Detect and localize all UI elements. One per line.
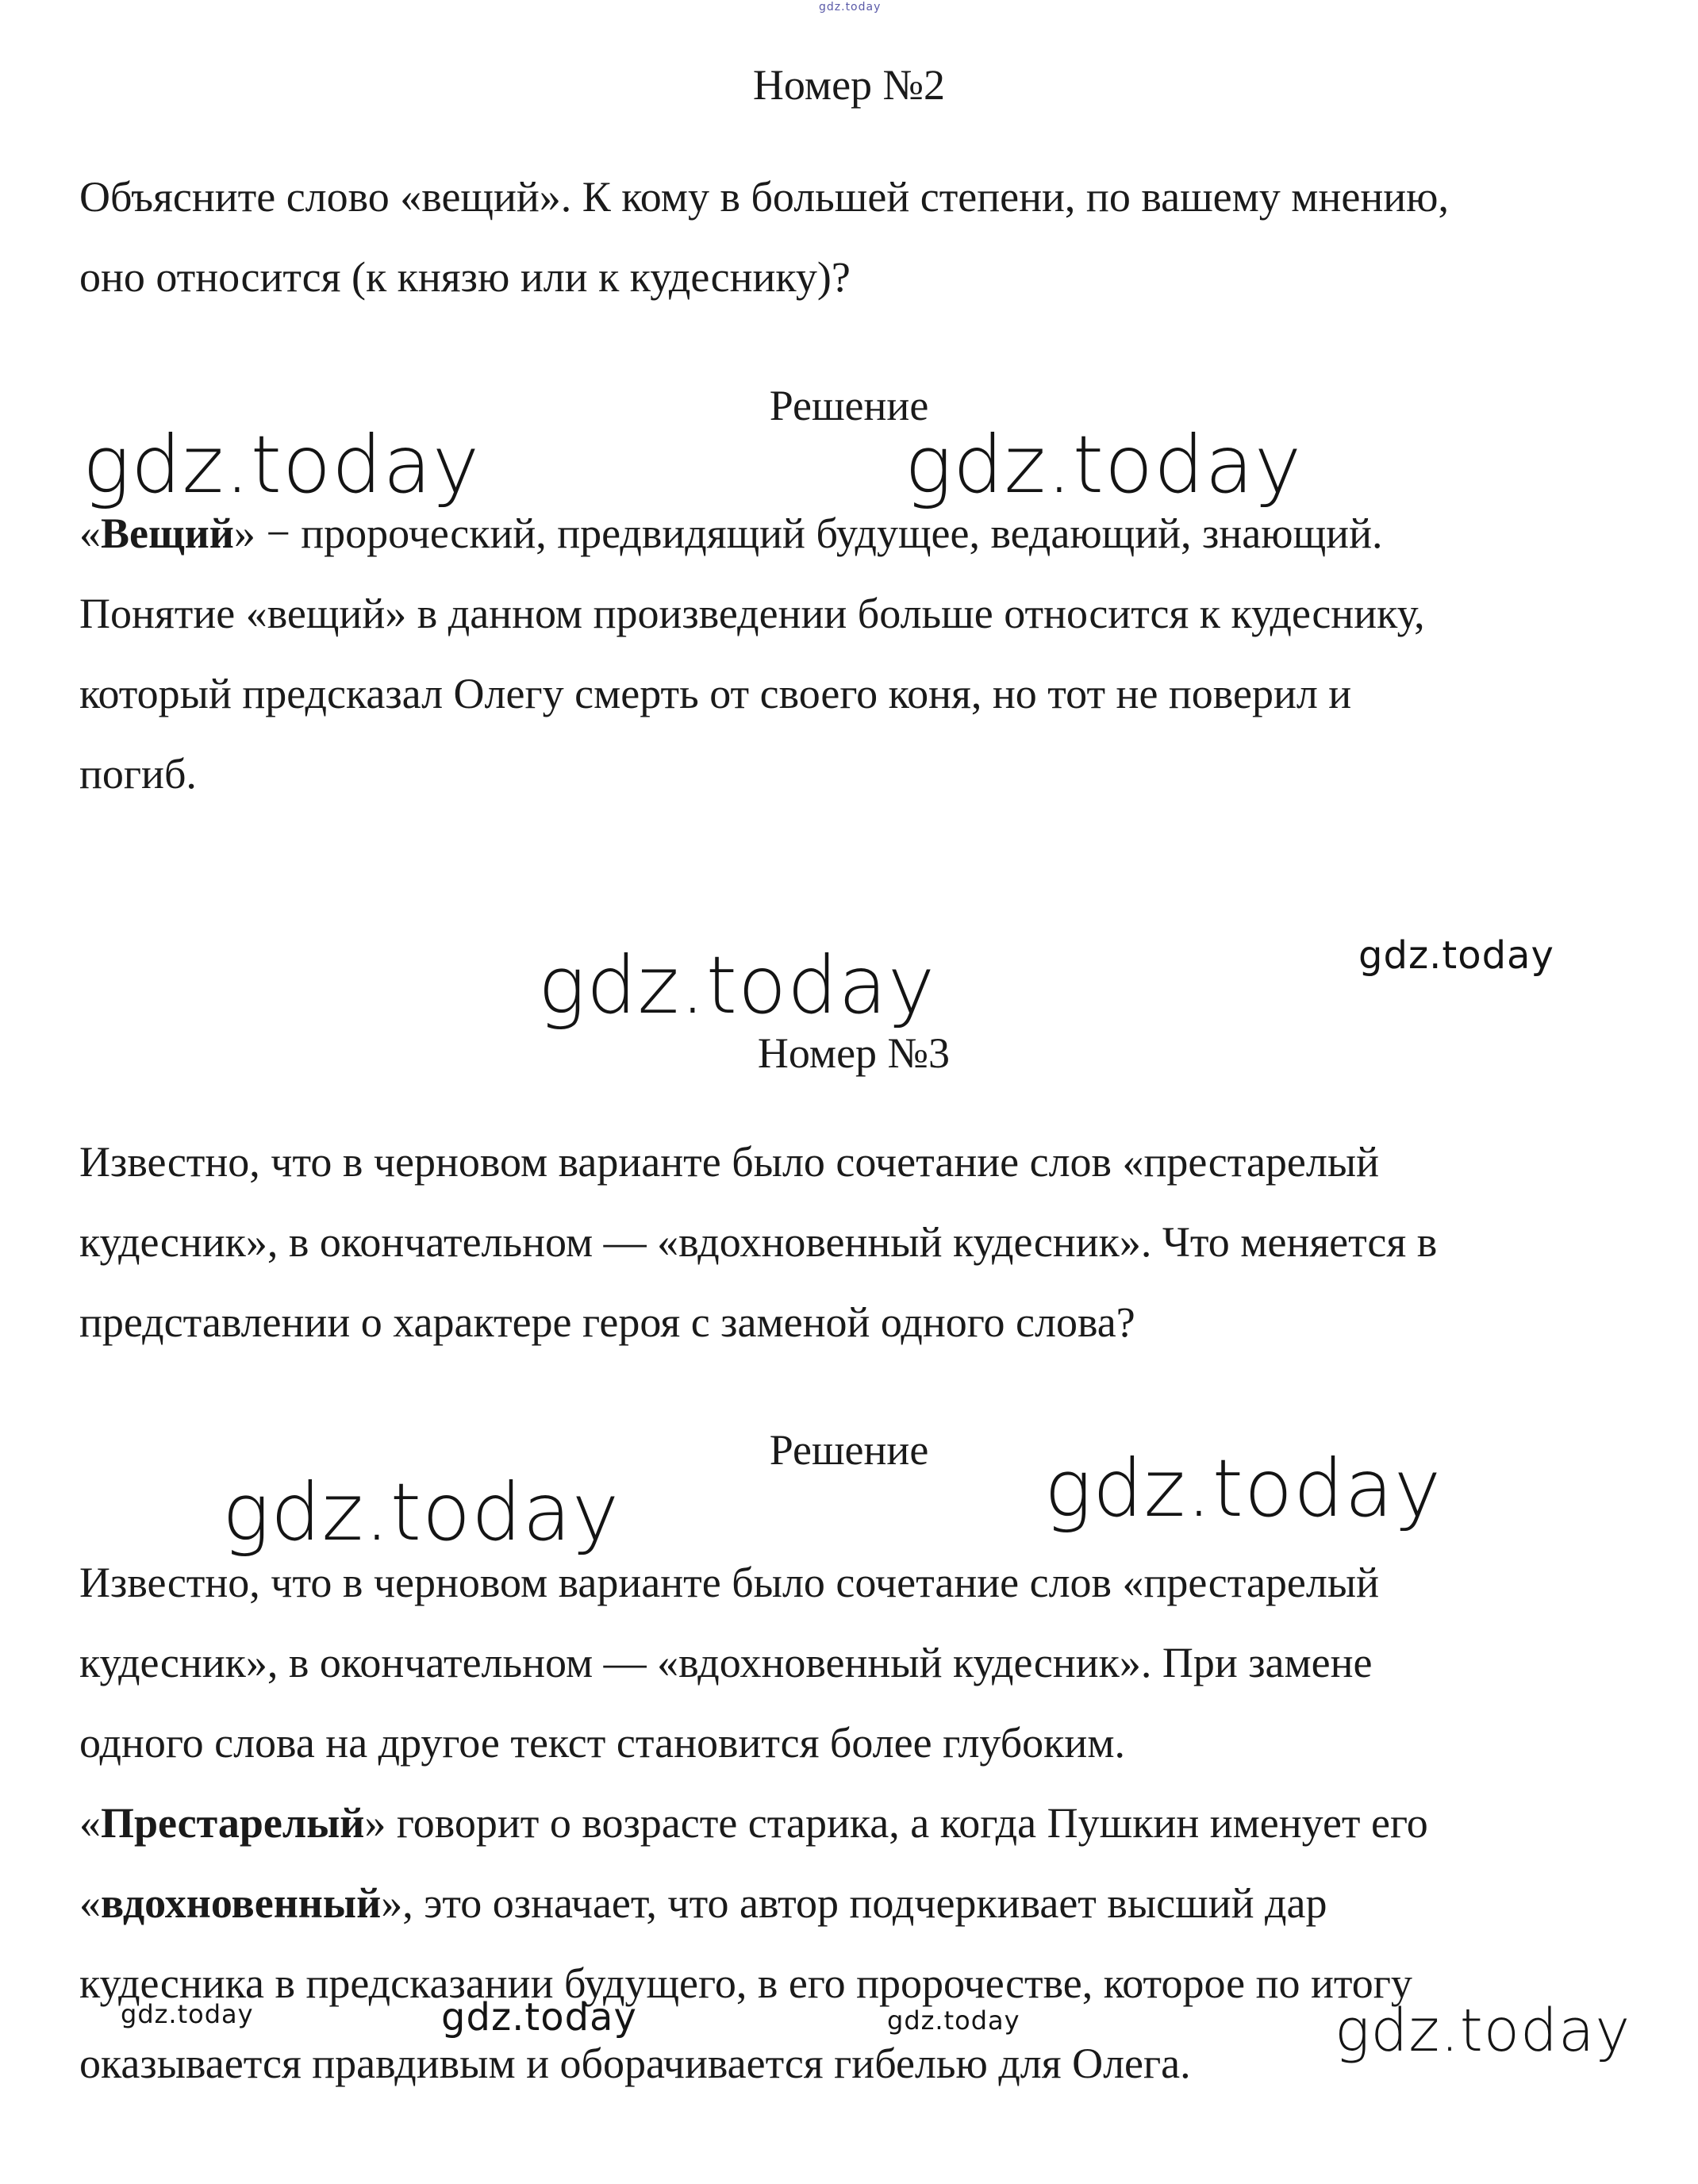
watermark-top: gdz.today <box>819 1 882 13</box>
watermark: gdz.today <box>121 1999 254 2029</box>
watermark: gdz.today <box>887 2005 1020 2036</box>
task3-answer-line-5: «вдохновенный», это означает, что автор подчеркивает высший дар <box>79 1879 1327 1927</box>
task2-answer-line-3: который предсказал Олегу смерть от своего коня, но тот не поверил и <box>79 670 1352 717</box>
task2-answer-line-4: погиб. <box>79 750 197 798</box>
task3-heading: Номер №3 <box>757 1029 951 1077</box>
watermark: gdz.today <box>538 939 936 1032</box>
watermark: gdz.today <box>83 418 481 511</box>
task3-question-line-3: представлении о характере героя с заменой одного слова? <box>79 1298 1135 1346</box>
watermark: gdz.today <box>1358 933 1554 978</box>
task3-answer-line-7: оказывается правдивым и оборачивается гибелью для Олега. <box>79 2040 1191 2087</box>
task2-question-line-2: оно относится (к князю или к кудеснику)? <box>79 253 851 301</box>
watermark: gdz.today <box>1044 1442 1443 1535</box>
task3-question-line-2: кудесник», в окончательном — «вдохновенный кудесник». Что меняется в <box>79 1218 1438 1266</box>
task2-answer-line-1: «Вещий» − пророческий, предвидящий будущее, ведающий, знающий. <box>79 509 1383 557</box>
term-prestarelyy: Престарелый <box>101 1799 365 1847</box>
watermark: gdz.today <box>222 1466 620 1559</box>
term-veshchiy: Вещий <box>101 509 234 557</box>
task3-solution-heading: Решение <box>769 1426 929 1474</box>
task2-heading: Номер №2 <box>752 61 946 109</box>
watermark: gdz.today <box>905 418 1303 511</box>
task2-solution-heading: Решение <box>769 382 929 429</box>
task2-question <box>79 157 1658 317</box>
task3-answer-line-1: Известно, что в черновом варианте было сочетание слов «престарелый <box>79 1559 1380 1606</box>
task3-answer-line-3: одного слова на другое текст становится более глубоким. <box>79 1719 1125 1767</box>
task2-answer-line-2: Понятие «вещий» в данном произведении больше относится к кудеснику, <box>79 590 1425 637</box>
task3-answer-line-2: кудесник», в окончательном — «вдохновенный кудесник». При замене <box>79 1639 1373 1686</box>
task3-question-line-1: Известно, что в черновом варианте было сочетание слов «престарелый <box>79 1138 1380 1186</box>
task3-question <box>79 1122 1658 1363</box>
task2-question-line-1: Объясните слово «вещий». К кому в большей степени, по вашему мнению, <box>79 173 1449 221</box>
watermark: gdz.today <box>1335 1997 1631 2065</box>
term-vdokhnovennyy: вдохновенный <box>101 1879 382 1927</box>
watermark: gdz.today <box>441 1995 637 2040</box>
task2-answer <box>79 494 1658 814</box>
task3-answer-line-4: «Престарелый» говорит о возрасте старика, а когда Пушкин именует его <box>79 1799 1428 1847</box>
task3-answer-line-6: кудесника в предсказании будущего, в его пророчестве, которое по итогу <box>79 1959 1412 2007</box>
